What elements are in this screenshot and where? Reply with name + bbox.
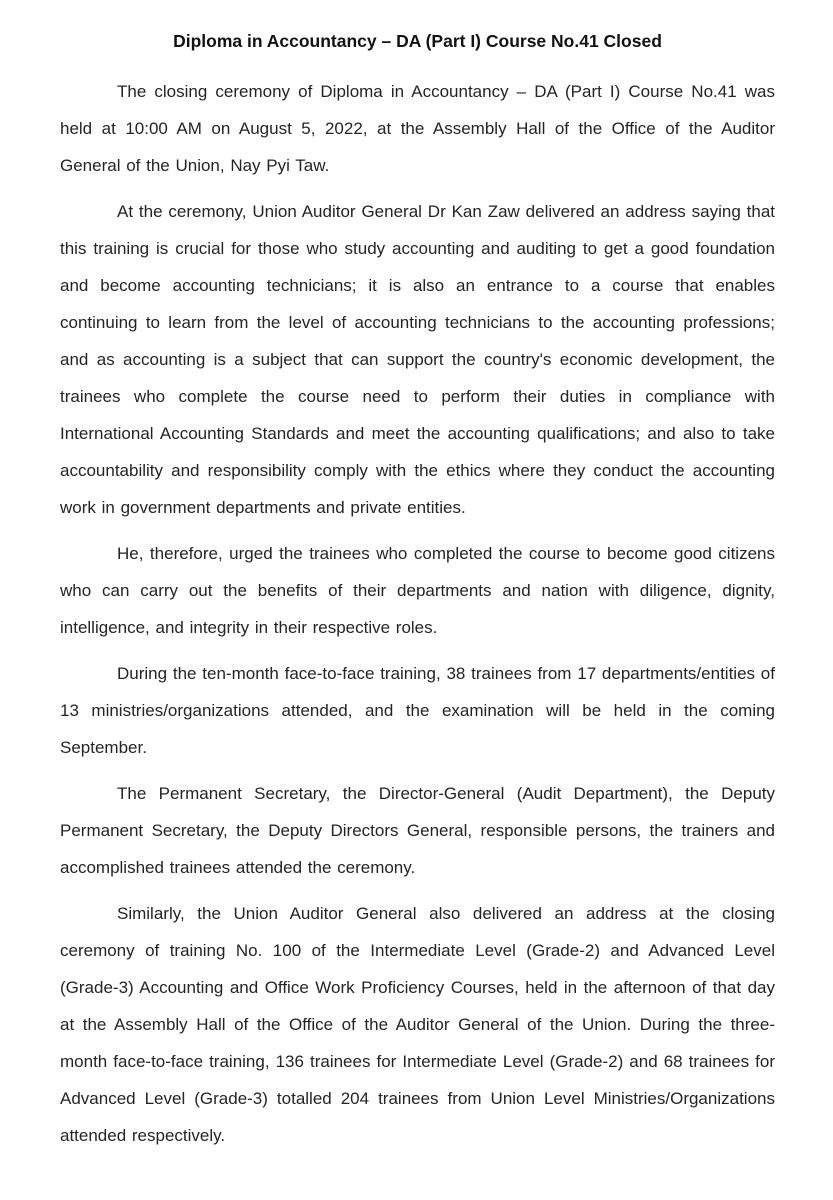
paragraph-address-by-auditor-general: At the ceremony, Union Auditor General Dr Kan Zaw delivered an address saying that this training is crucial for those who study accounting and auditing to get a good foundation and become accounting technicians; it is also an entrance to a course that enables continuing to learn from the level of accounting technicians to the accounting professions; and as accounting is a subject that can support the country's economic development, the trainees who complete the course need to perform their duties in compliance with International Accounting Standards and meet the accounting qualifications; and also to take accountability and responsibility comply with the ethics where they conduct the accounting work in government departments and private entities. [60, 202, 775, 517]
paragraph-training-attendance: During the ten-month face-to-face training, 38 trainees from 17 departments/entities of 13 ministries/organizations attended, and the examination will be held in the coming September. [60, 664, 775, 757]
paragraph-closing-ceremony: The closing ceremony of Diploma in Accountancy – DA (Part I) Course No.41 was held at 10:00 AM on August 5, 2022, at the Assembly Hall of the Office of the Auditor General of the Union, Nay Pyi Taw. [60, 82, 775, 175]
document-title: Diploma in Accountancy – DA (Part I) Course No.41 Closed [173, 31, 662, 51]
paragraph-urged-trainees: He, therefore, urged the trainees who completed the course to become good citizens who can carry out the benefits of their departments and nation with diligence, dignity, intelligence, and integrity in their respective roles. [60, 544, 775, 637]
paragraph-officials-attended: The Permanent Secretary, the Director-General (Audit Department), the Deputy Permanent Secretary, the Deputy Directors General, responsible persons, the trainers and accomplished trainees attended the ceremony. [60, 784, 775, 877]
paragraph-proficiency-courses-closing: Similarly, the Union Auditor General also delivered an address at the closing ceremony of training No. 100 of the Intermediate Level (Grade-2) and Advanced Level (Grade-3) Accounting and Office Work Proficiency Courses, held in the afternoon of that day at the Assembly Hall of the Office of the Auditor General of the Union. During the three-month face-to-face training, 136 trainees for Intermediate Level (Grade-2) and 68 trainees for Advanced Level (Grade-3) totalled 204 trainees from Union Level Ministries/Organizations attended respectively. [60, 904, 775, 1145]
